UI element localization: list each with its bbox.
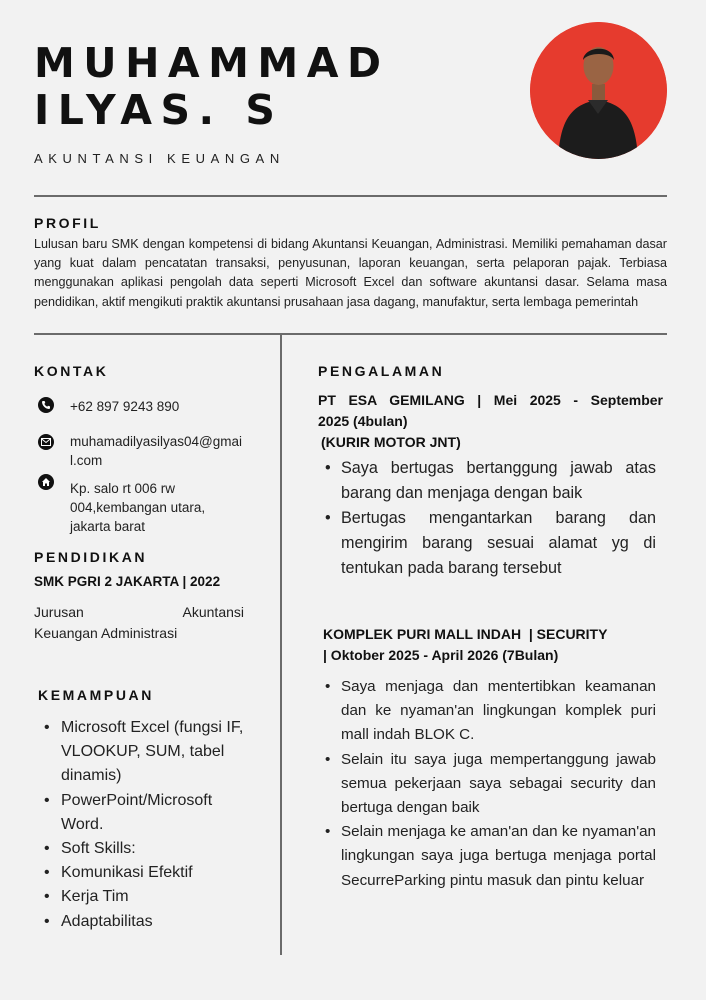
duty-item: • Selain itu saya juga mempertanggung jawab semua pekerjaan saya sebagai security dan bertuga dengan baik: [325, 748, 656, 821]
header-divider: [34, 195, 667, 197]
job-1-title-line-1: PT ESA GEMILANG | Mei 2025 - September: [318, 392, 663, 408]
email-address: [70, 432, 285, 470]
job-2-duties: [325, 675, 656, 893]
education-description: [34, 602, 244, 644]
profile-text: Lulusan baru SMK dengan kompetensi di bidang Akuntansi Keuangan, Administrasi. Memiliki pemahaman dasar yang kuat dalam pencatatan transaksi, penyusunan, laporan keuangan, serta pelaporan pajak. Terbiasa menggunakan aplikasi pengolah data seperti Microsoft Excel dan software akuntansi dasar. Selama masa pendidikan, aktif mengikuti praktik akuntansi prusahaan jasa dagang, manufaktur, serta lembaga pemerintah: [34, 237, 667, 309]
contact-title: KONTAK: [34, 363, 109, 379]
email-line-2: l.com: [70, 453, 103, 468]
home-address: [70, 479, 205, 536]
job-1-duties: [325, 456, 656, 581]
job-subtitle: AKUNTANSI KEUANGAN: [34, 151, 285, 166]
education-desc-line-1: Jurusan Akuntansi: [34, 604, 244, 620]
phone-icon: [38, 397, 54, 413]
job-1-title: [318, 390, 663, 453]
email-icon: [38, 434, 54, 450]
skill-item: • Komunikasi Efektif: [42, 861, 252, 885]
column-divider: [280, 335, 282, 955]
job-2-title-line-1: KOMPLEK PURI MALL INDAH | SECURITY: [323, 626, 608, 642]
skill-item: • Adaptabilitas: [42, 910, 252, 934]
job-2-title: [323, 624, 673, 666]
skill-item: • Soft Skills:: [42, 837, 252, 861]
contact-phone: [38, 397, 179, 416]
profile-photo: [530, 22, 667, 159]
address-line-3: jakarta barat: [70, 519, 146, 534]
skill-item: • Microsoft Excel (fungsi IF, VLOOKUP, SUM, tabel dinamis): [42, 716, 252, 789]
skill-item: • Kerja Tim: [42, 885, 252, 909]
email-line-1: muhamadilyasilyas04@gmai: [70, 434, 243, 449]
candidate-name: [34, 40, 390, 134]
contact-address: [38, 474, 205, 536]
education-school: SMK PGRI 2 JAKARTA | 2022: [34, 574, 221, 589]
address-line-1: Kp. salo rt 006 rw: [70, 481, 176, 496]
skill-item: • PowerPoint/Microsoft Word.: [42, 789, 252, 837]
profile-title: PROFIL: [34, 215, 101, 231]
person-photo-icon: [530, 22, 667, 159]
name-line-2: ILYAS. S: [34, 86, 284, 134]
profile-divider: [34, 333, 667, 335]
address-line-2: 004,kembangan utara,: [70, 500, 206, 515]
job-1-title-line-3: (KURIR MOTOR JNT): [321, 434, 461, 450]
education-desc-line-2: Keuangan Administrasi: [34, 625, 178, 641]
phone-number: +62 897 9243 890: [70, 399, 180, 414]
duty-item: • Saya menjaga dan mentertibkan keamanan dan ke nyaman'an lingkungan komplek puri mall indah BLOK C.: [325, 675, 656, 748]
job-2-title-line-2: | Oktober 2025 - April 2026 (7Bulan): [323, 647, 559, 663]
duty-item: • Bertugas mengantarkan barang dan mengirim barang sesuai alamat yg di tentukan pada barang tersebut: [325, 506, 656, 581]
duty-item: • Saya bertugas bertanggung jawab atas barang dan menjaga dengan baik: [325, 456, 656, 506]
skills-list: [42, 716, 252, 934]
education-title: PENDIDIKAN: [34, 549, 148, 565]
experience-title: PENGALAMAN: [318, 363, 445, 379]
name-line-1: MUHAMMAD: [34, 39, 390, 87]
contact-email: [38, 432, 285, 470]
skills-title: KEMAMPUAN: [38, 687, 154, 703]
home-icon: [38, 474, 54, 490]
duty-item: • Selain menjaga ke aman'an dan ke nyaman'an lingkungan saya juga bertuga menjaga portal SecurreParking pintu masuk dan pintu keluar: [325, 820, 656, 893]
job-1-title-line-2: 2025 (4bulan): [318, 413, 408, 429]
